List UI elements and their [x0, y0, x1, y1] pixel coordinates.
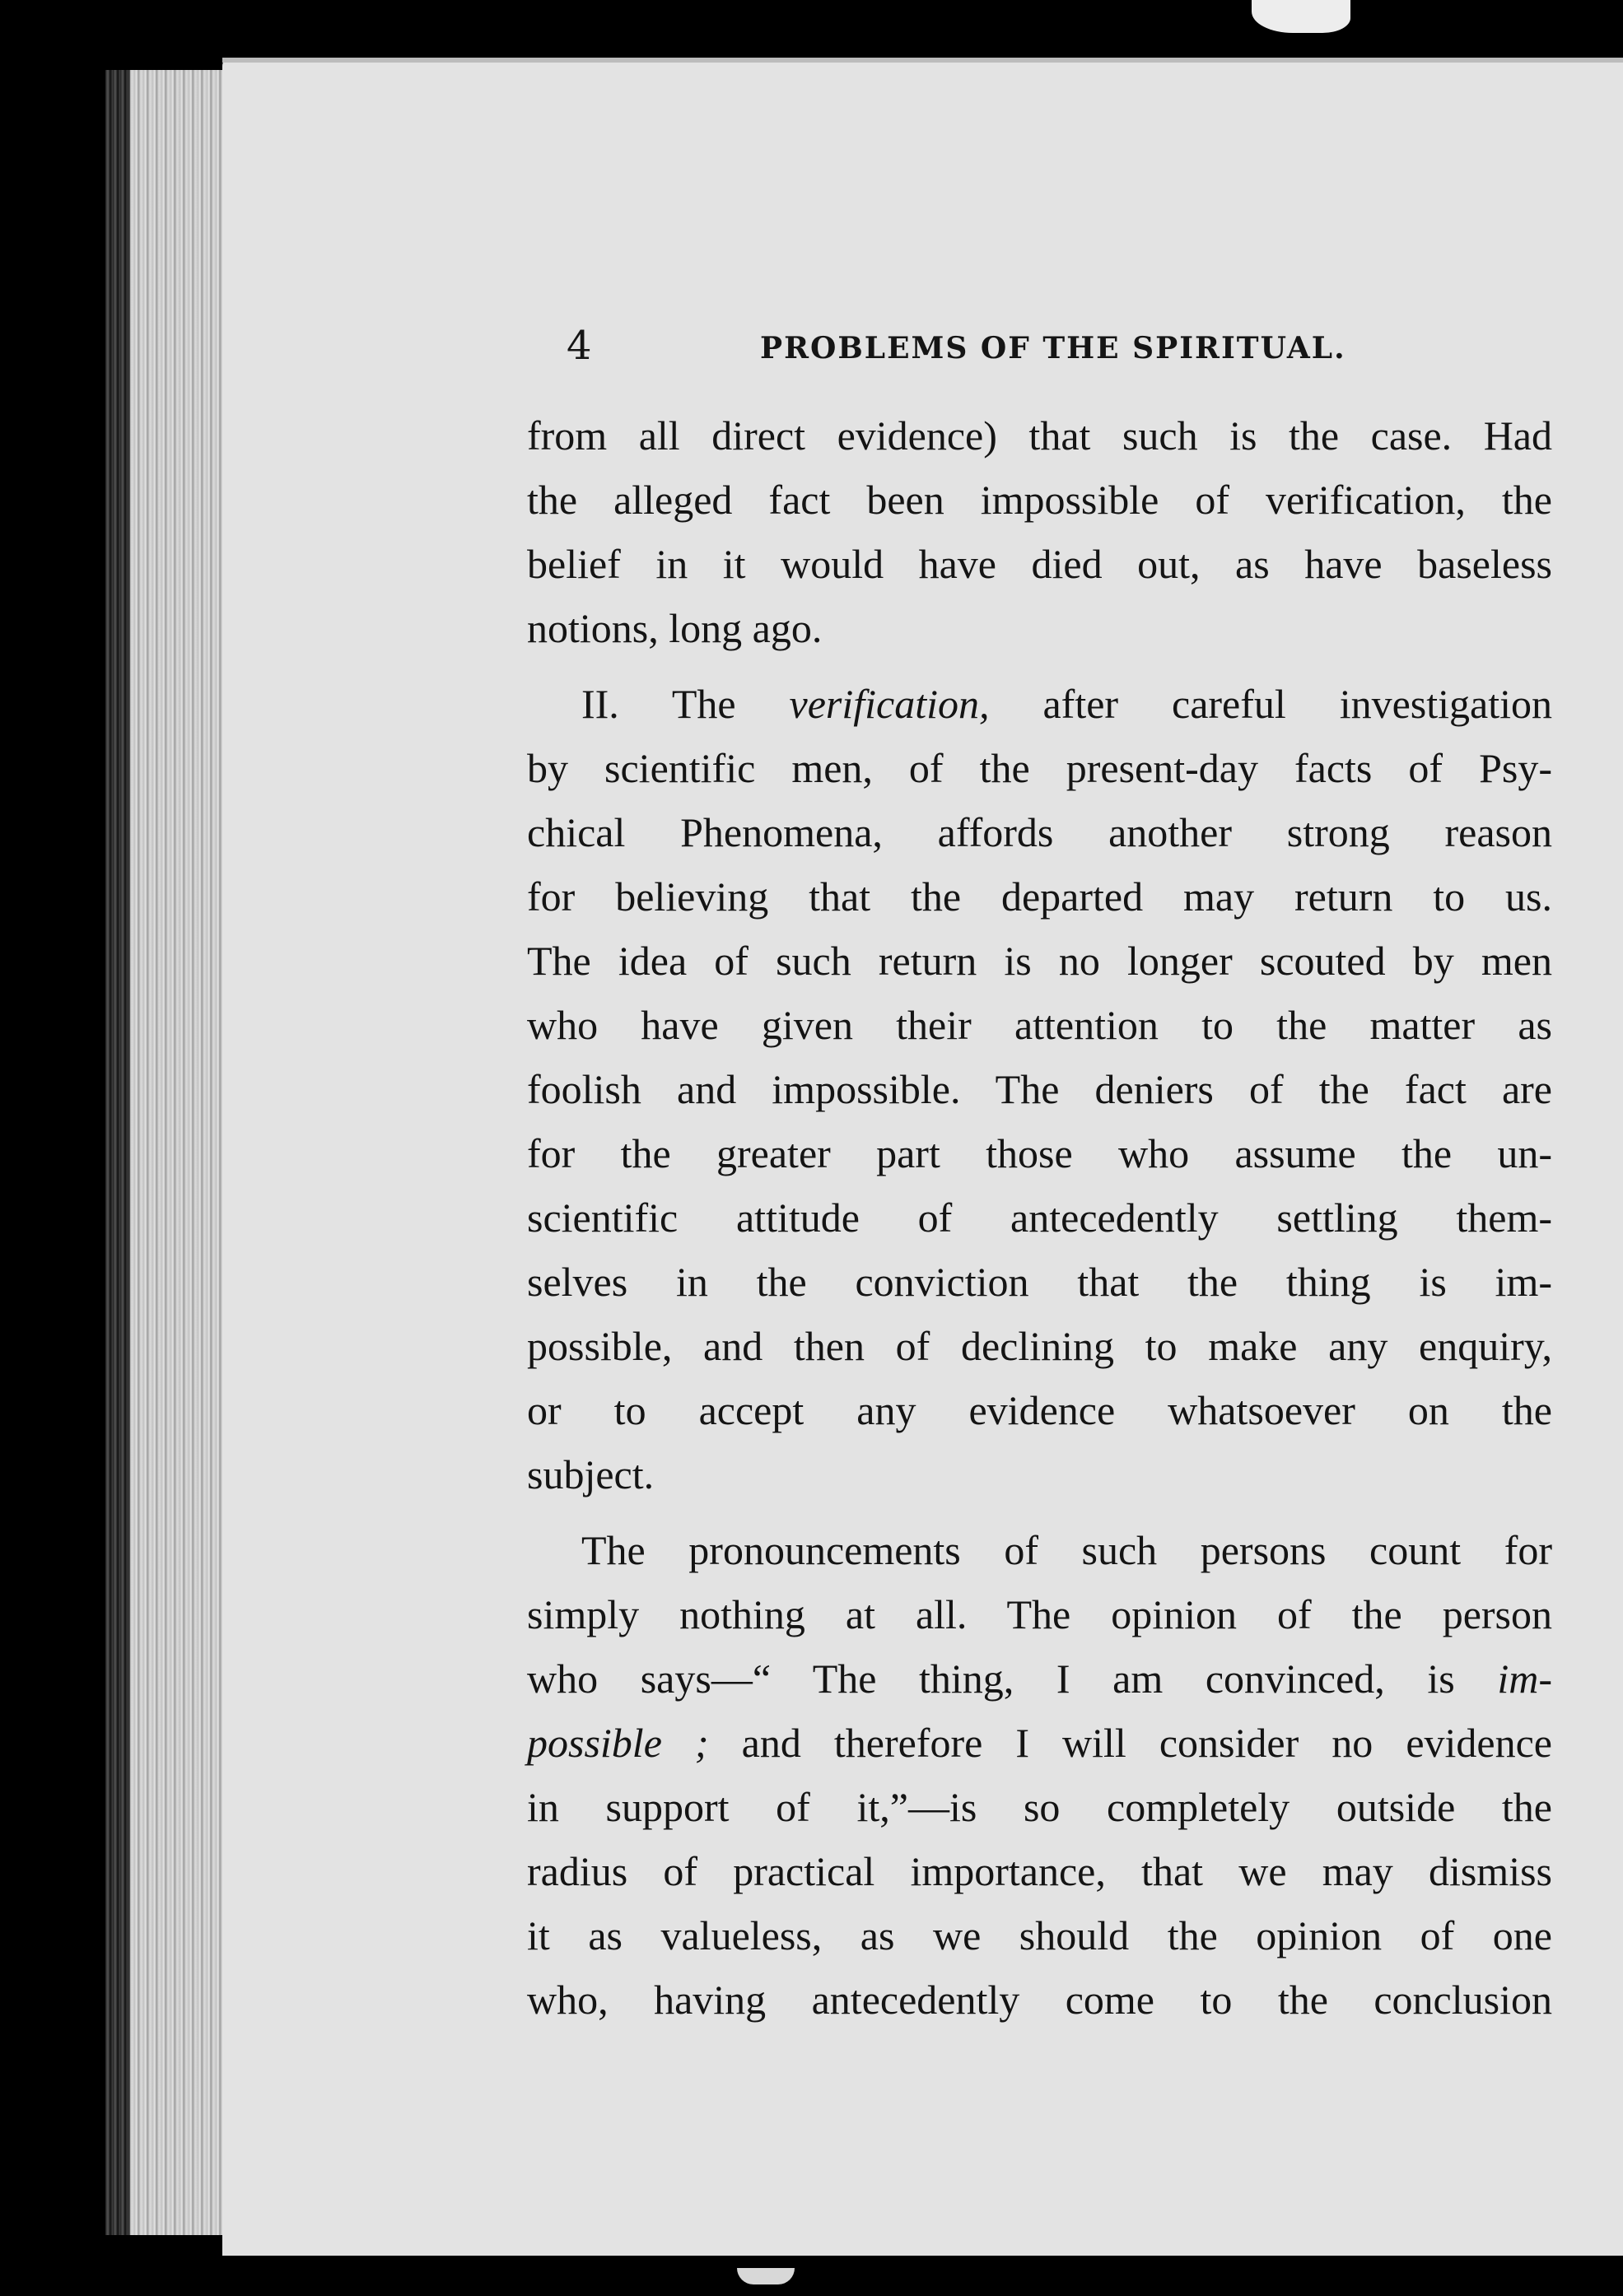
- text-line: the alleged fact been impossible of verification, the: [527, 477, 1552, 523]
- text-line: for the greater part those who assume the un-: [527, 1130, 1552, 1176]
- text-line: chical Phenomena, affords another strong reason: [527, 809, 1552, 855]
- text-line: simply nothing at all. The opinion of the person: [527, 1591, 1552, 1637]
- binding-edge: [105, 70, 130, 2235]
- body-text: [527, 403, 1552, 2032]
- text-line: [527, 1711, 1552, 1775]
- text-line: belief in it would have died out, as have baseless: [527, 541, 1552, 587]
- bottom-mark: [737, 2268, 795, 2284]
- text-line: it as valueless, as we should the opinion of one: [527, 1912, 1552, 1958]
- text-line: subject.: [527, 1451, 655, 1497]
- text-line: [527, 672, 1552, 736]
- text-line: possible, and then of declining to make any enquiry,: [527, 1323, 1552, 1369]
- text-line: scientific attitude of antecedently settling them-: [527, 1195, 1552, 1241]
- emphasis-impossible: possible ;: [527, 1720, 709, 1766]
- page-header: [567, 321, 1538, 379]
- paper-flake: [1252, 0, 1350, 33]
- page-top-edge: [222, 58, 1623, 63]
- text-line: by scientific men, of the present-day facts of Psy-: [527, 745, 1552, 791]
- text-line: in support of it,”—is so completely outside the: [527, 1784, 1552, 1830]
- text-line: radius of practical importance, that we may dismiss: [527, 1848, 1552, 1894]
- text-line: The pronouncements of such persons count for: [581, 1527, 1552, 1573]
- text-fragment: who says—“ The thing, I am convinced, is: [527, 1656, 1455, 1702]
- text-line: from all direct evidence) that such is the case. Had: [527, 412, 1552, 459]
- emphasis-verification: verification,: [789, 681, 990, 727]
- text-line: who, having antecedently come to the conclusion: [527, 1977, 1552, 2023]
- text-line: who have given their attention to the matter as: [527, 1002, 1552, 1048]
- text-line: selves in the conviction that the thing is im-: [527, 1259, 1552, 1305]
- text-fragment: after careful investigation: [1042, 681, 1553, 727]
- text-line: foolish and impossible. The deniers of the fact are: [527, 1066, 1552, 1112]
- text-line: or to accept any evidence whatsoever on the: [527, 1387, 1552, 1433]
- text-line: The idea of such return is no longer scouted by men: [527, 938, 1552, 984]
- text-line: notions, long ago.: [527, 605, 823, 651]
- text-line: [527, 1646, 1552, 1711]
- text-fragment: and therefore I will consider no evidence: [741, 1720, 1553, 1766]
- text-line: for believing that the departed may return to us.: [527, 873, 1552, 920]
- running-head: PROBLEMS OF THE SPIRITUAL.: [760, 331, 1346, 366]
- paragraph-opening: II. The: [581, 681, 736, 727]
- page-number: 4: [567, 323, 592, 369]
- emphasis-impossible: im-: [1497, 1656, 1553, 1702]
